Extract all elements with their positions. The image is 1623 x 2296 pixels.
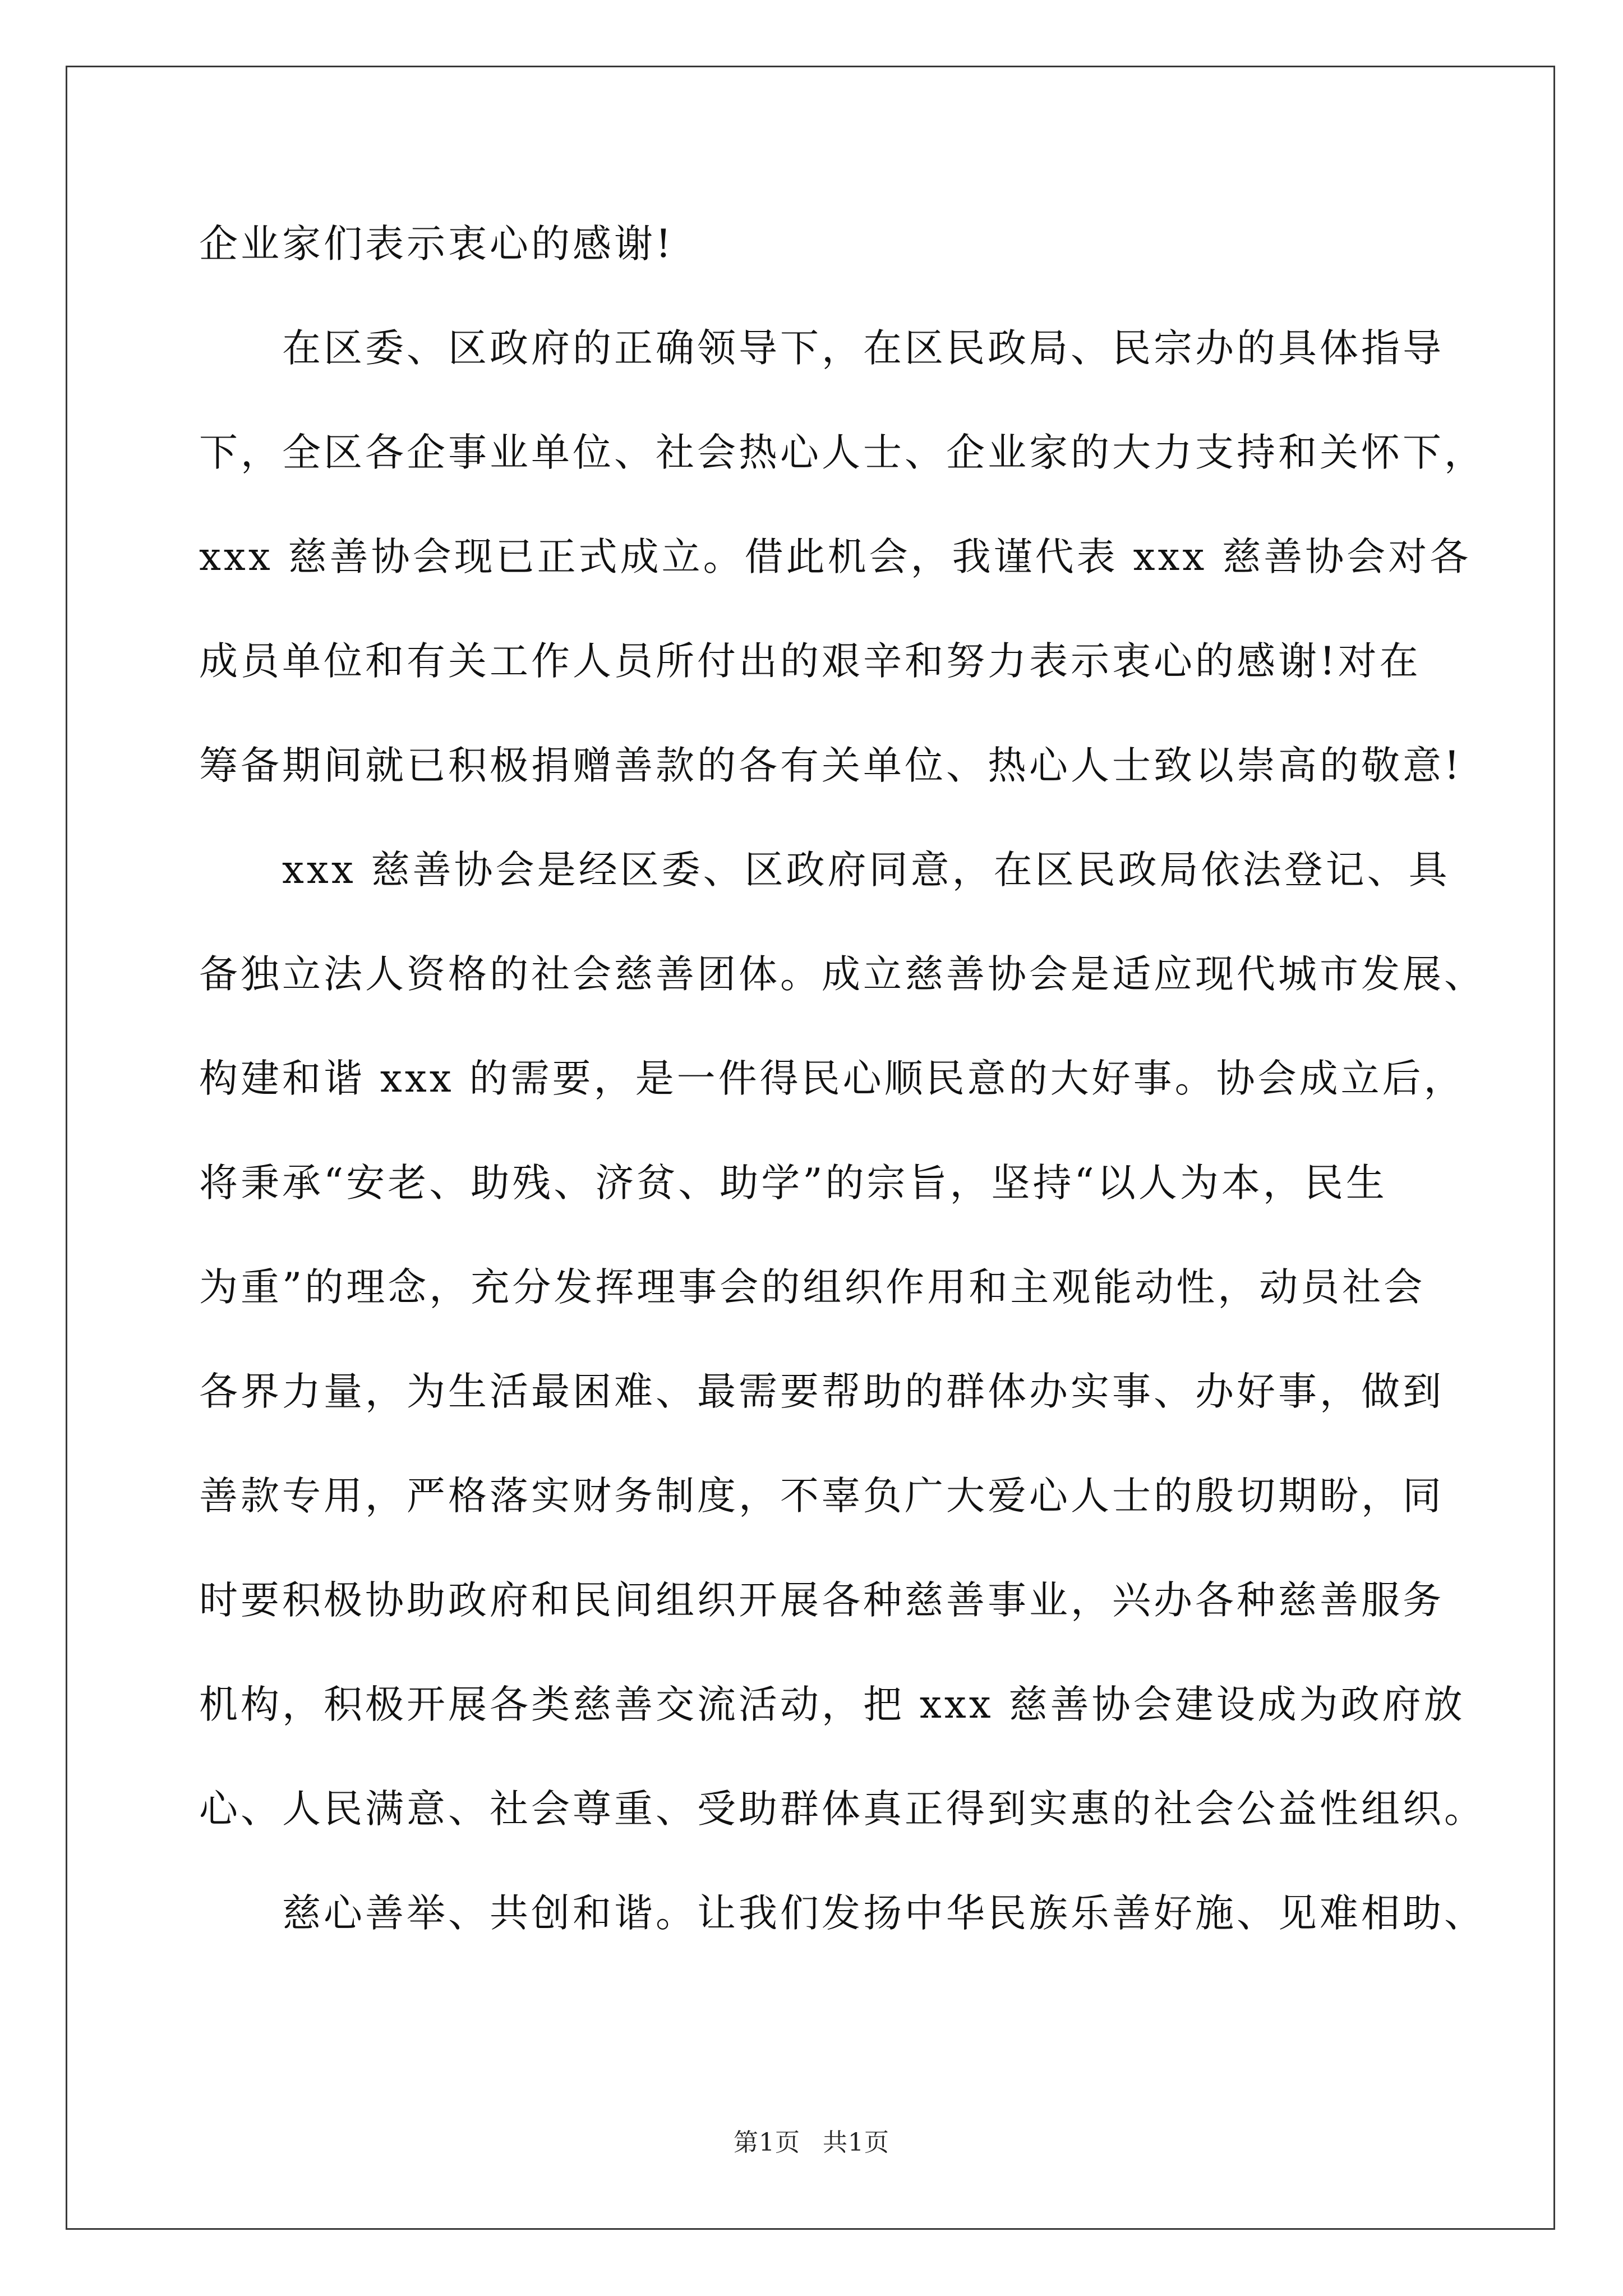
- page-number: 第1页: [734, 2128, 800, 2157]
- paragraph-start-line: 在区委、区政府的正确领导下，在区民政局、民宗办的具体指导: [282, 326, 1444, 371]
- paragraph-start-line: 慈心善举、共创和谐。让我们发扬中华民族乐善好施、见难相助、: [282, 1891, 1486, 1936]
- text-line: 构建和谐 xxx 的需要，是一件得民心顺民意的大好事。协会成立后，: [199, 1056, 1465, 1101]
- text-line: 为重”的理念，充分发挥理事会的组织作用和主观能动性，动员社会: [199, 1265, 1426, 1310]
- text-line: 备独立法人资格的社会慈善团体。成立慈善协会是适应现代城市发展、: [199, 952, 1486, 997]
- text-line: 将秉承“安老、助残、济贫、助学”的宗旨，坚持“以人为本，民生: [199, 1161, 1387, 1205]
- page-footer: [0, 2126, 1623, 2160]
- paragraph-start-line: xxx 慈善协会是经区委、区政府同意，在区民政局依法登记、具: [282, 848, 1450, 892]
- text-line: 成员单位和有关工作人员所付出的艰辛和努力表示衷心的感谢!对在: [199, 639, 1421, 684]
- page-total: 共1页: [823, 2128, 889, 2157]
- text-line: 心、人民满意、社会尊重、受助群体真正得到实惠的社会公益性组织。: [199, 1787, 1486, 1832]
- document-body: [199, 210, 1486, 1984]
- text-line: 时要积极协助政府和民间组织开展各种慈善事业，兴办各种慈善服务: [199, 1578, 1444, 1623]
- text-line: 筹备期间就已积极捐赠善款的各有关单位、热心人士致以崇高的敬意!: [199, 743, 1463, 788]
- text-line: 机构，积极开展各类慈善交流活动，把 xxx 慈善协会建设成为政府放: [199, 1682, 1465, 1727]
- text-line: 下，全区各企事业单位、社会热心人士、企业家的大力支持和关怀下，: [199, 430, 1486, 475]
- text-line: 各界力量，为生活最困难、最需要帮助的群体办实事、办好事，做到: [199, 1369, 1444, 1414]
- text-line: 善款专用，严格落实财务制度，不辜负广大爱心人士的殷切期盼，同: [199, 1474, 1444, 1519]
- text-line: 企业家们表示衷心的感谢!: [199, 222, 674, 266]
- text-line: xxx 慈善协会现已正式成立。借此机会，我谨代表 xxx 慈善协会对各: [199, 535, 1472, 579]
